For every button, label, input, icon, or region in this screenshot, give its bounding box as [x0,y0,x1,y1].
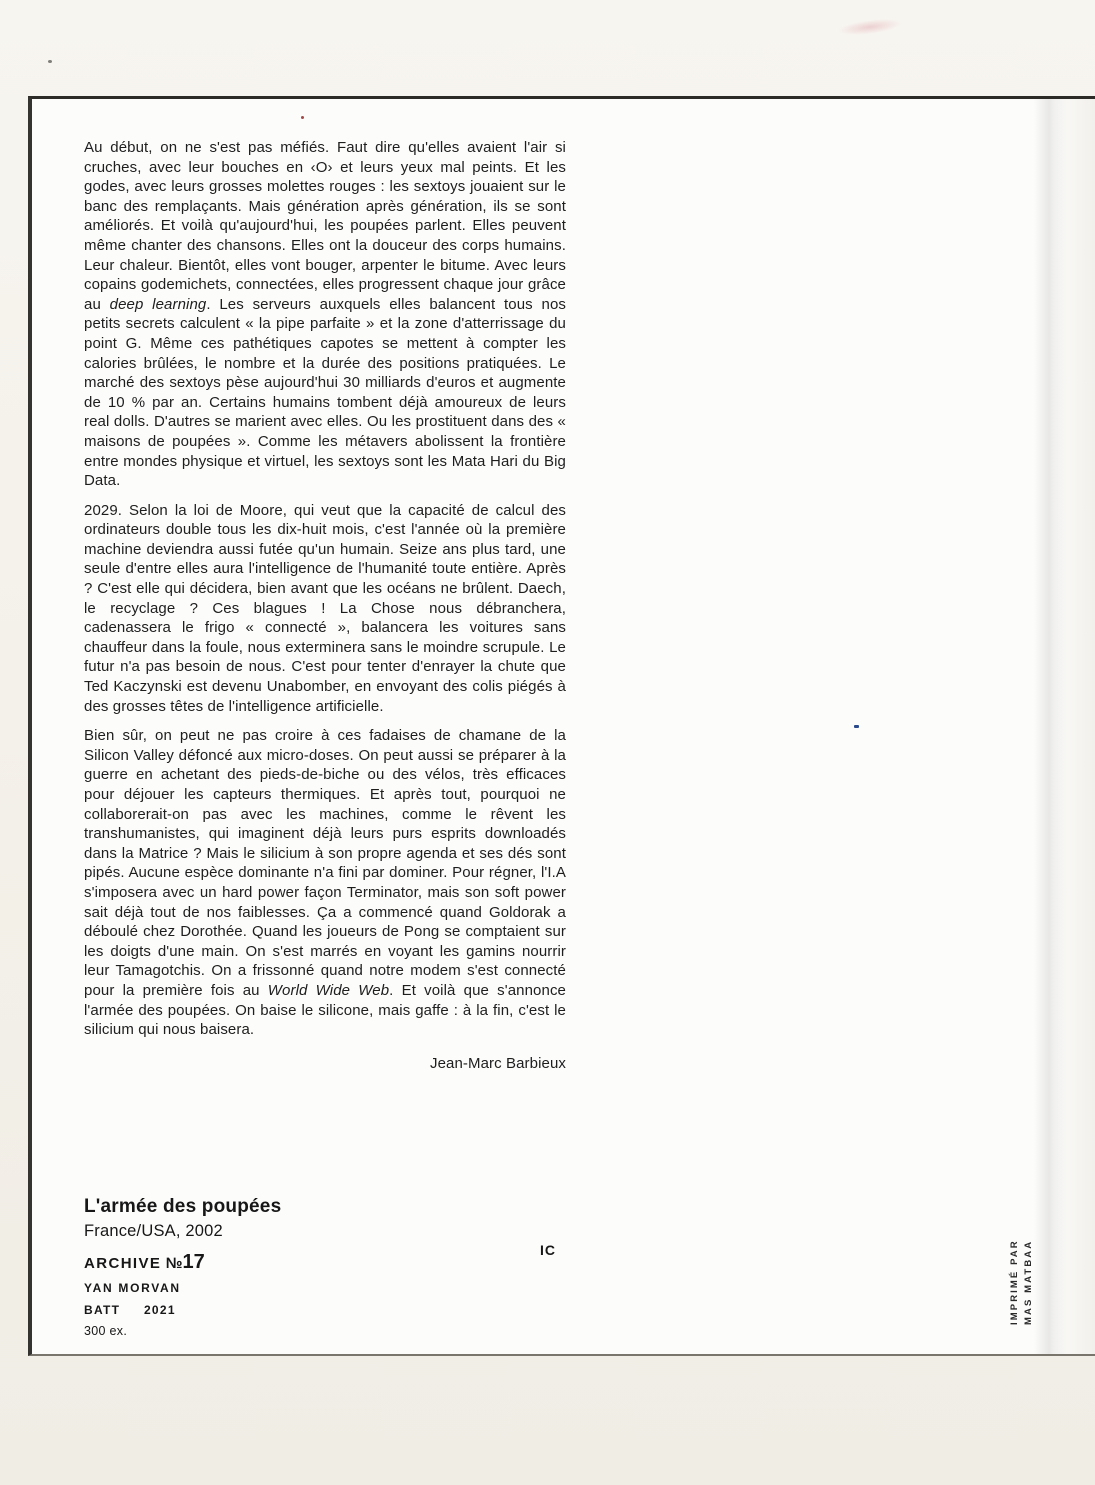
page-edge-shade [1050,99,1095,1354]
article-paragraph-3: Bien sûr, on peut ne pas croire à ces fadaises de chamane de la Silicon Valley défoncé aux micro-doses. On peut aussi se préparer à la guerre en achetant des pieds-de-biche ou des vélos, très efficaces pour déjouer les capteurs thermiques. Et après tout, pourquoi ne collaborerait-on pas avec les machines, comme le rêvent les transhumanistes, qui imaginent déjà leurs purs esprits downloadés dans la Matrice ? Mais le silicium à son propre agenda et ses dés sont pipés. Aucune espèce dominante n'a fini par dominer. Pour régner, l'I.A s'imposera avec un hard power façon Terminator, mais son soft power sait déjà tout de nos faiblesses. Ça a commencé quand Goldorak a déboulé chez Dorothée. Quand les joueurs de Pong se comptaient sur les doigts d'une main. On s'est marrés en voyant les gamins nourrir leur Tamagotchis. On a frissonné quand notre modem s'est connecté pour la première fois au World Wide Web. Et voilà que s'annonce l'armée des poupées. On baise le silicone, mais gaffe : à la fin, c'est le silicium qui nous baisera. [84,727,566,1039]
printer-credit [1008,1213,1044,1325]
colophon-block [84,1196,281,1338]
page-marker: IC [540,1242,556,1258]
archive-label: ARCHIVE [84,1255,162,1272]
publisher-row [84,1303,281,1317]
article-author: Jean-Marc Barbieux [429,1054,566,1072]
numero-symbol: № [165,1255,183,1272]
printer-credit-line2: MAS MATBAA [1023,1239,1034,1325]
page-fold-shadow [1034,99,1068,1354]
scan-smudge-pink [837,16,902,38]
scan-speck-blue [854,725,859,728]
scan-speck-grey [48,60,52,63]
archive-number: 17 [182,1251,205,1273]
archive-number-row [84,1251,281,1274]
printer-credit-line1: IMPRIMÉ PAR [1009,1239,1020,1325]
page-sheet [28,96,1095,1356]
article-paragraph-1: Au début, on ne s'est pas méfiés. Faut dire qu'elles avaient l'air si cruches, avec leur bouches en ‹O› et leurs yeux mal peints. Et les godes, avec leurs grosses molettes rouges : les sextoys jouaient sur le banc des remplaçants. Mais génération après génération, ils se sont améliorés. Et voilà qu'aujourd'hui, les poupées parlent. Elles peuvent même chanter des chansons. Elles ont la douceur des corps humains. Leur chaleur. Bientôt, elles vont bouger, arpenter le bitume. Avec leurs copains godemichets, connectées, elles progressent chaque jour grâce au deep learning. Les serveurs auxquels elles balancent tous nos petits secrets calculent « la pipe parfaite » et la zone d'atterrissage du point G. Même ces pathétiques capotes se mettent à compter les calories brûlées, le nombre et la durée des positions pratiquées. Le marché des sextoys pèse aujourd'hui 30 milliards d'euros et augmente de 10 % par an. Certains humains tombent déjà amoureux de leurs real dolls. D'autres se marient avec elles. Ou les prostituent dans des « maisons de poupées ». Comme les métavers abolissent la frontière entre mondes physique et virtuel, les sextoys sont les Mata Hari du Big Data. [84,139,566,490]
edition-size: 300 ex. [84,1324,128,1338]
publisher-name: BATT [84,1303,121,1317]
publication-year: 2021 [143,1303,176,1317]
article-body [84,138,566,1073]
work-title: L'armée des poupées [84,1196,282,1217]
scan-speck-red [301,116,304,119]
work-country-year: France/USA, 2002 [84,1222,223,1240]
article-paragraph-2: 2029. Selon la loi de Moore, qui veut que la capacité de calcul des ordinateurs double tous les dix-huit mois, c'est l'année où la première machine deviendra aussi futée qu'un humain. Seize ans plus tard, une seule d'entre elles aura l'intelligence de l'humanité toute entière. Après ? C'est elle qui décidera, bien avant que les océans ne brûlent. Daech, le recyclage ? Ces blagues ! La Chose nous débranchera, cadenassera le frigo « connecté », balancera les voitures sans chauffeur dans la foule, nous exterminera sans le moindre scrupule. Le futur n'a pas besoin de nous. C'est pour tenter d'enrayer la chute que Ted Kaczynski est devenu Unabomber, en envoyant des colis piégés à des grosses têtes de l'intelligence artificielle. [84,501,566,715]
photographer-name: YAN MORVAN [84,1281,181,1295]
